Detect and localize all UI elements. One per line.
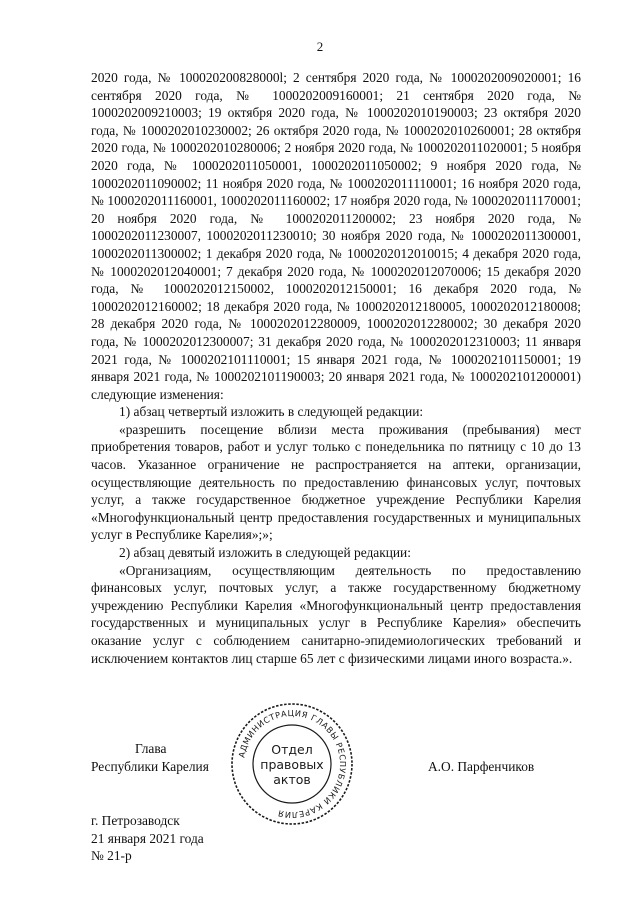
page-number: 2	[316, 39, 324, 54]
item-2-intro: 2) абзац девятый изложить в следующей редакции:	[119, 545, 411, 561]
official-stamp	[228, 700, 356, 828]
stamp-line-3: актов	[273, 772, 311, 787]
order-number: № 21-р	[91, 848, 132, 864]
stamp-outer-text: АДМИНИСТРАЦИЯ ГЛАВЫ РЕСПУБЛИКИ КАРЕЛИЯ	[236, 707, 349, 821]
issue-city: г. Петрозаводск	[91, 813, 180, 828]
item-1-intro: 1) абзац четвертый изложить в следующей редакции:	[119, 404, 424, 420]
stamp-line-2: правовых	[260, 757, 324, 772]
item-2-text: «Организациям, осуществляющим деятельность по предоставлению финансовых услуг, почтовых услуг, а также государственному бюджетному учреждению Республики Карелия «Многофункциональный центр предоставления государственных и муниципальных услуг в Республике Карелия» обеспечить оказание услуг с соблюдением санитарно-эпидемиологических требований и исключением контактов лиц старше 65 лет с физическими лицами иного возраста.».	[91, 562, 581, 666]
item-1-text: «разрешить посещение вблизи места проживания (пребывания) мест приобретения товаров, работ и услуг только с понедельника по пятницу с 10 до 13 часов. Указанное ограничение не распространяется на аптеки, организации, осуществляющие деятельность по предоставлению финансовых услуг, почтовых услуг, а также государственное бюджетное учреждение Республики Карелия «Многофункциональный центр предоставления государственных и муниципальных услуг в Республике Карелия»;»;	[91, 421, 581, 543]
document-footer	[91, 812, 391, 865]
signatory-name: А.О. Парфенчиков	[428, 759, 535, 774]
signatory-title: Глава	[135, 741, 167, 756]
document-body	[91, 69, 581, 667]
stamp-line-1: Отдел	[271, 742, 313, 757]
signatory-region: Республики Карелия	[91, 759, 209, 774]
amendment-paragraph: 2020 года, № 100020200828000l; 2 сентября 2020 года, № 1000202009020001; 16 сентября 2020 года, № 1000202009160001; 21 сентября 2020 года, № 1000202009210003; 19 октября 2020 года, № 1000202010190003; 23 октября 2020 года, № 1000202010230002; 26 октября 2020 года, № 1000202010260001; 28 октября 2020 года, № 1000202010280006; 2 ноября 2020 года, № 1000202011020001; 5 ноября 2020 года, № 1000202011050001, 1000202011050002; 9 ноября 2020 года, № 1000202011090002; 11 ноября 2020 года, № 1000202011110001; 16 ноября 2020 года, № 1000202011160001, 1000202011160002; 17 ноября 2020 года, № 1000202011170001; 20 ноября 2020 года, № 1000202011200002; 23 ноября 2020 года, № 1000202011230007, 1000202011230010; 30 ноября 2020 года, № 1000202011300001, 1000202011300002; 1 декабря 2020 года, № 1000202012010015; 4 декабря 2020 года, № 1000202012040001; 7 декабря 2020 года, № 1000202012070006; 15 декабря 2020 года, № 1000202012150002, 1000202012150001; 16 декабря 2020 года, № 1000202012160002; 18 декабря 2020 года, № 1000202012180005, 1000202012180008; 28 декабря 2020 года, № 1000202012280009, 1000202012280002; 30 декабря 2020 года, № 1000202012300007; 31 декабря 2020 года, № 1000202012310003; 11 января 2021 года, № 1000202101110001; 15 января 2021 года, № 1000202101150001; 19 января 2021 года, № 1000202101190003; 20 января 2021 года, № 1000202101200001) следующие изменения:	[91, 70, 581, 402]
issue-date: 21 января 2021 года	[91, 830, 204, 846]
